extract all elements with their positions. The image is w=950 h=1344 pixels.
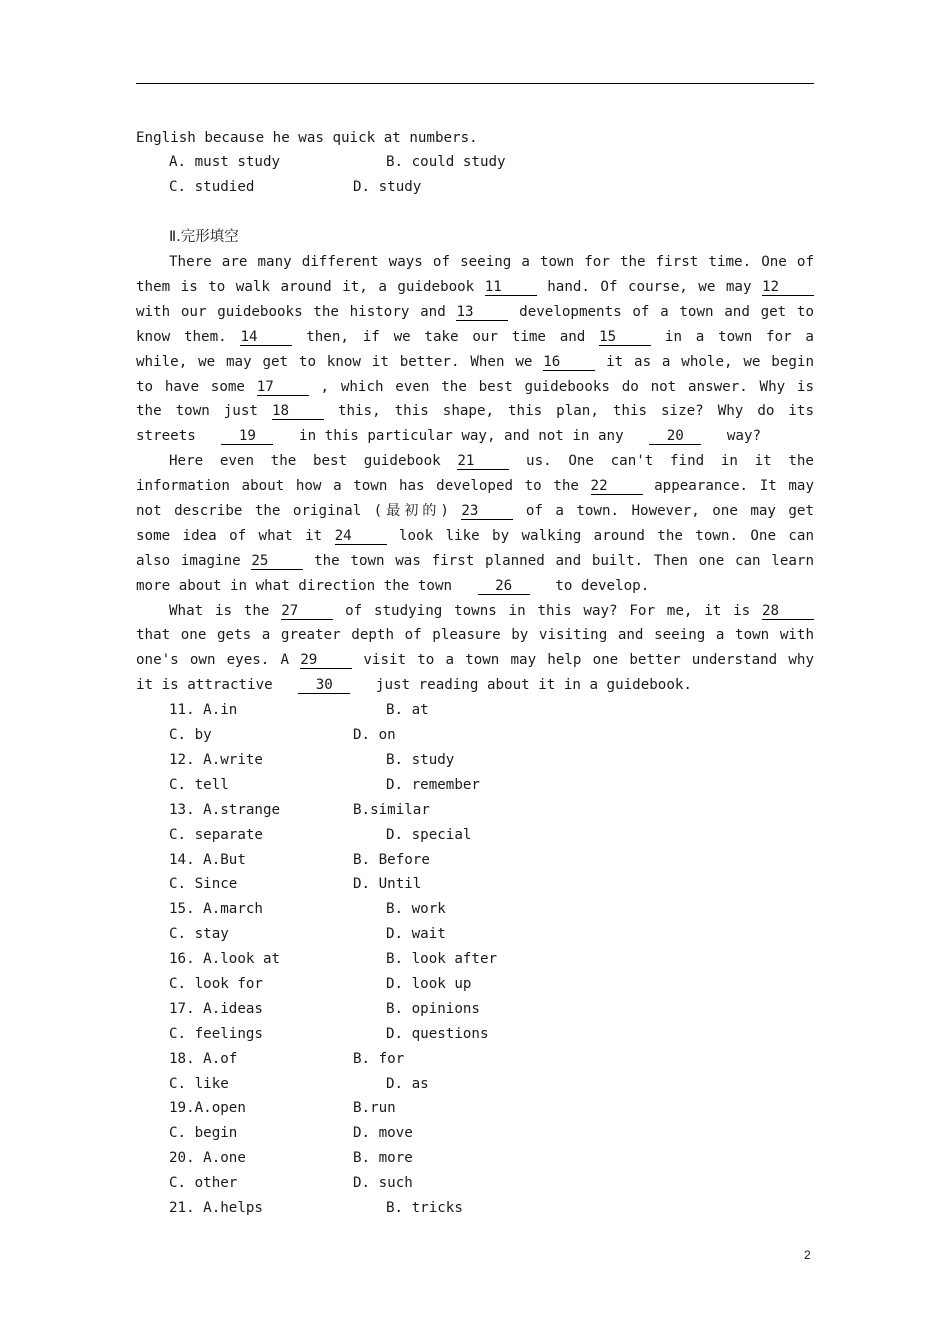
blank-19[interactable]: 19: [221, 428, 273, 445]
blank-16[interactable]: 16: [543, 354, 595, 371]
blank-27[interactable]: 27: [281, 603, 333, 620]
option-18-b: B. for: [353, 1051, 405, 1067]
blank-18[interactable]: 18: [272, 403, 324, 420]
option-14-d: D. Until: [353, 876, 422, 892]
option-d: D. study: [353, 179, 422, 195]
option-11-a: 11. A.in: [169, 702, 238, 718]
option-18-d: D. as: [386, 1076, 429, 1092]
option-13-d: D. special: [386, 827, 472, 843]
passage-line: What is the 27 of studying towns in this way? For me, it is 28: [136, 601, 814, 621]
question-stem-tail: English because he was quick at numbers.: [136, 130, 478, 146]
blank-17[interactable]: 17: [257, 379, 309, 396]
option-13-c: C. separate: [169, 827, 263, 843]
passage-line: to have some 17 , which even the best guidebooks do not answer. Why is: [136, 379, 814, 395]
option-16-b: B. look after: [386, 951, 498, 967]
option-11-d: D. on: [353, 727, 396, 743]
blank-22[interactable]: 22: [591, 478, 643, 495]
option-21-a: 21. A.helps: [169, 1200, 263, 1216]
passage-line: while, we may get to know it better. When we 16 it as a whole, we begin: [136, 354, 814, 370]
passage-line: it is attractive 30 just reading about it in a guidebook.: [136, 677, 692, 693]
option-17-c: C. feelings: [169, 1026, 263, 1042]
option-17-d: D. questions: [386, 1026, 489, 1042]
blank-24[interactable]: 24: [335, 528, 387, 545]
blank-15[interactable]: 15: [599, 329, 651, 346]
option-19-d: D. move: [353, 1125, 413, 1141]
passage-line: also imagine 25 the town was first planned and built. Then one can learn: [136, 553, 814, 569]
option-14-c: C. Since: [169, 876, 238, 892]
option-15-b: B. work: [386, 901, 446, 917]
header-rule: [136, 83, 814, 84]
passage-line: more about in what direction the town 26 to develop.: [136, 578, 650, 594]
option-16-a: 16. A.look at: [169, 951, 281, 967]
option-12-d: D. remember: [386, 777, 480, 793]
passage-line: streets 19 in this particular way, and not in any 20 way?: [136, 428, 762, 444]
blank-11[interactable]: 11: [485, 279, 537, 296]
section-title: Ⅱ.完形填空: [169, 229, 239, 245]
blank-13[interactable]: 13: [456, 304, 508, 321]
option-20-b: B. more: [353, 1150, 413, 1166]
passage-line: one's own eyes. A 29 visit to a town may help one better understand why: [136, 652, 814, 668]
blank-26[interactable]: 26: [478, 578, 530, 595]
option-19-c: C. begin: [169, 1125, 238, 1141]
option-20-c: C. other: [169, 1175, 238, 1191]
blank-29[interactable]: 29: [300, 652, 352, 669]
blank-25[interactable]: 25: [251, 553, 303, 570]
passage-line: that one gets a greater depth of pleasure by visiting and seeing a town with: [136, 627, 814, 643]
option-11-b: B. at: [386, 702, 429, 718]
option-b: B. could study: [386, 154, 506, 170]
option-14-b: B. Before: [353, 852, 430, 868]
blank-23[interactable]: 23: [461, 503, 513, 520]
option-20-a: 20. A.one: [169, 1150, 246, 1166]
option-13-b: B.similar: [353, 802, 430, 818]
option-17-b: B. opinions: [386, 1001, 480, 1017]
blank-20[interactable]: 20: [649, 428, 701, 445]
option-a: A. must study: [169, 154, 281, 170]
blank-28[interactable]: 28: [762, 603, 814, 620]
option-15-a: 15. A.march: [169, 901, 263, 917]
page-number: 2: [804, 1248, 811, 1262]
passage-line: There are many different ways of seeing a town for the first time. One of: [169, 254, 814, 270]
option-15-d: D. wait: [386, 926, 446, 942]
option-18-a: 18. A.of: [169, 1051, 238, 1067]
option-15-c: C. stay: [169, 926, 229, 942]
option-13-a: 13. A.strange: [169, 802, 281, 818]
option-19-a: 19.A.open: [169, 1100, 246, 1116]
option-20-d: D. such: [353, 1175, 413, 1191]
passage-line: know them. 14 then, if we take our time and 15 in a town for a: [136, 329, 814, 345]
option-14-a: 14. A.But: [169, 852, 246, 868]
option-16-d: D. look up: [386, 976, 472, 992]
passage-line: Here even the best guidebook 21 us. One can't find in it the: [169, 453, 814, 469]
blank-21[interactable]: 21: [457, 453, 509, 470]
option-12-c: C. tell: [169, 777, 229, 793]
option-17-a: 17. A.ideas: [169, 1001, 263, 1017]
option-12-b: B. study: [386, 752, 455, 768]
blank-12[interactable]: 12: [762, 279, 814, 296]
passage-line: information about how a town has developed to the 22 appearance. It may: [136, 478, 814, 494]
option-18-c: C. like: [169, 1076, 229, 1092]
blank-14[interactable]: 14: [240, 329, 292, 346]
passage-line: the town just 18 this, this shape, this plan, this size? Why do its: [136, 403, 814, 419]
option-12-a: 12. A.write: [169, 752, 263, 768]
passage-line: them is to walk around it, a guidebook 11 hand. Of course, we may 12: [136, 277, 814, 297]
passage-line: with our guidebooks the history and 13 developments of a town and get to: [136, 304, 814, 320]
option-c: C. studied: [169, 179, 255, 195]
option-16-c: C. look for: [169, 976, 263, 992]
option-19-b: B.run: [353, 1100, 396, 1116]
blank-30[interactable]: 30: [298, 677, 350, 694]
option-11-c: C. by: [169, 727, 212, 743]
passage-line: some idea of what it 24 look like by walking around the town. One can: [136, 528, 814, 544]
passage-line: not describe the original (最初的) 23 of a town. However, one may get: [136, 503, 814, 519]
option-21-b: B. tricks: [386, 1200, 463, 1216]
